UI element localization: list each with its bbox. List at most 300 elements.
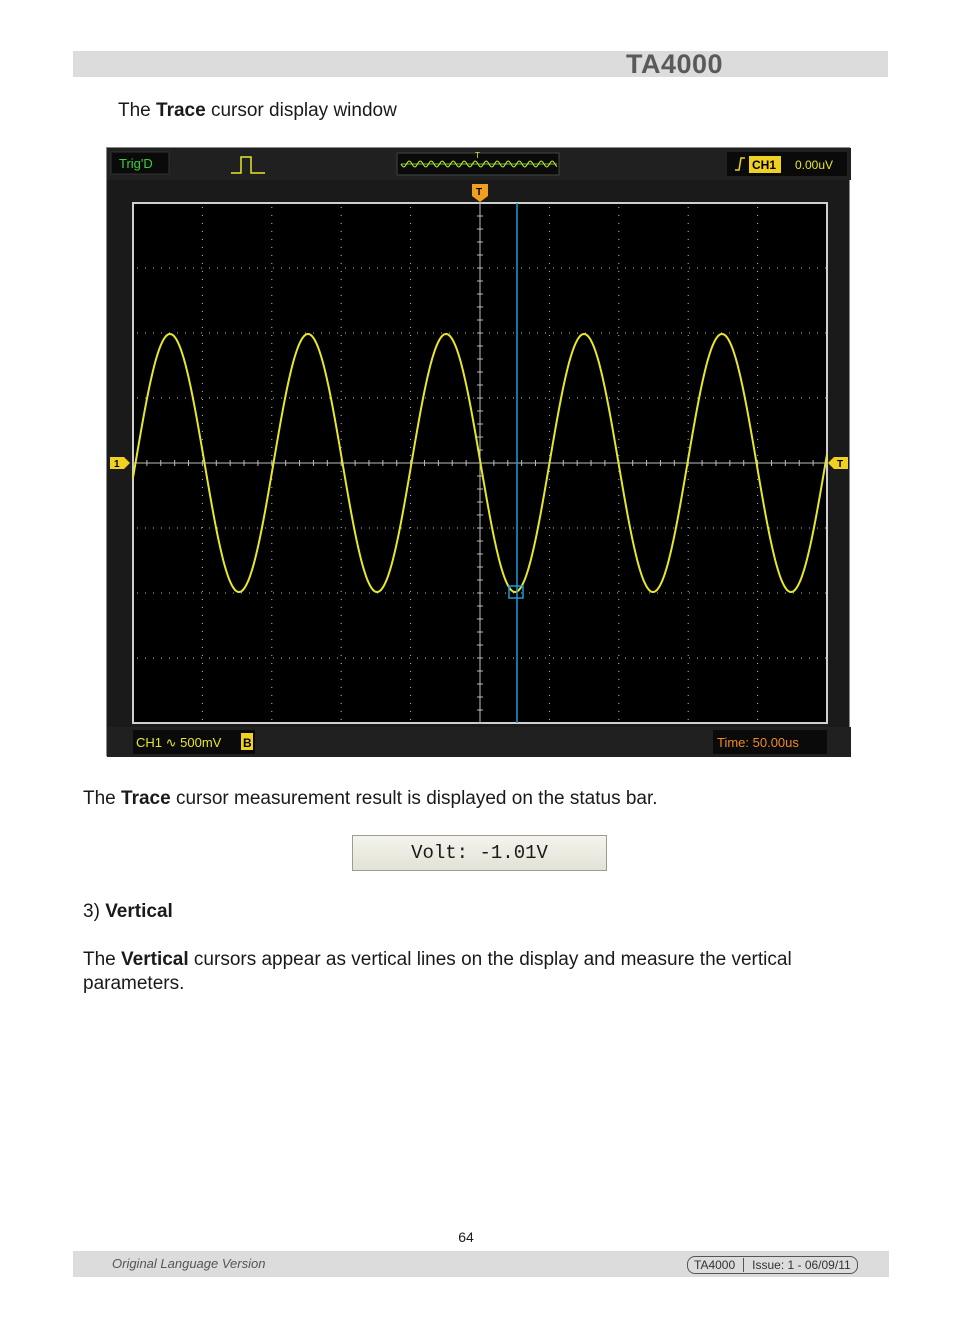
grid-dot — [618, 391, 619, 392]
grid-dot — [549, 719, 550, 720]
grid-dot — [618, 319, 619, 320]
grid-dot — [341, 327, 342, 328]
grid-dot — [549, 375, 550, 376]
grid-dot — [553, 658, 554, 659]
grid-dot — [757, 359, 758, 360]
grid-dot — [271, 319, 272, 320]
header-bar — [73, 51, 888, 77]
grid-dot — [410, 367, 411, 368]
grid-dot — [249, 333, 250, 334]
grid-dot — [410, 327, 411, 328]
grid-dot — [721, 398, 722, 399]
grid-dot — [618, 511, 619, 512]
grid-dot — [449, 528, 450, 529]
grid-dot — [713, 333, 714, 334]
grid-dot — [341, 623, 342, 624]
grid-dot — [393, 658, 394, 659]
grid-dot — [618, 487, 619, 488]
grid-dot — [169, 528, 170, 529]
grid-dot — [737, 398, 738, 399]
grid-dot — [449, 398, 450, 399]
grid-dot — [202, 591, 203, 592]
grid-dot — [377, 658, 378, 659]
grid-dot — [757, 351, 758, 352]
grid-dot — [441, 658, 442, 659]
grid-dot — [271, 247, 272, 248]
grid-dot — [777, 593, 778, 594]
grid-dot — [489, 398, 490, 399]
grid-dot — [425, 398, 426, 399]
grid-dot — [688, 383, 689, 384]
grid-dot — [729, 268, 730, 269]
grid-dot — [609, 333, 610, 334]
grid-dot — [153, 658, 154, 659]
grid-dot — [549, 239, 550, 240]
grid-dot — [673, 268, 674, 269]
grid-dot — [369, 528, 370, 529]
grid-dot — [161, 528, 162, 529]
grid-dot — [265, 398, 266, 399]
grid-dot — [341, 423, 342, 424]
grid-dot — [410, 383, 411, 384]
grid-dot — [609, 268, 610, 269]
grid-dot — [593, 268, 594, 269]
grid-dot — [410, 431, 411, 432]
grid-dot — [202, 679, 203, 680]
grid-dot — [410, 255, 411, 256]
grid-dot — [410, 487, 411, 488]
grid-dot — [757, 255, 758, 256]
grid-dot — [271, 271, 272, 272]
grid-dot — [271, 495, 272, 496]
grid-dot — [697, 398, 698, 399]
grid-dot — [337, 333, 338, 334]
grid-dot — [769, 398, 770, 399]
grid-dot — [688, 247, 689, 248]
grid-dot — [329, 268, 330, 269]
grid-dot — [289, 528, 290, 529]
grid-dot — [618, 439, 619, 440]
grid-dot — [757, 535, 758, 536]
grid-dot — [713, 528, 714, 529]
grid-dot — [553, 398, 554, 399]
grid-dot — [193, 268, 194, 269]
grid-dot — [697, 658, 698, 659]
grid-dot — [549, 679, 550, 680]
grid-dot — [202, 639, 203, 640]
grid-dot — [549, 215, 550, 216]
grid-dot — [761, 658, 762, 659]
grid-dot — [441, 593, 442, 594]
grid-dot — [549, 479, 550, 480]
grid-dot — [241, 658, 242, 659]
grid-dot — [201, 593, 202, 594]
grid-dot — [785, 528, 786, 529]
grid-dot — [257, 658, 258, 659]
grid-dot — [169, 398, 170, 399]
grid-dot — [737, 658, 738, 659]
grid-dot — [341, 695, 342, 696]
grid-dot — [271, 527, 272, 528]
grid-dot — [341, 567, 342, 568]
grid-dot — [688, 479, 689, 480]
grid-dot — [777, 658, 778, 659]
grid-dot — [688, 367, 689, 368]
grid-dot — [473, 333, 474, 334]
grid-dot — [185, 593, 186, 594]
grid-dot — [202, 567, 203, 568]
grid-dot — [688, 615, 689, 616]
grid-dot — [793, 593, 794, 594]
grid-dot — [341, 399, 342, 400]
grid-dot — [549, 431, 550, 432]
grid-dot — [529, 658, 530, 659]
grid-dot — [345, 333, 346, 334]
grid-dot — [785, 593, 786, 594]
grid-dot — [273, 398, 274, 399]
grid-dot — [410, 607, 411, 608]
grid-dot — [497, 593, 498, 594]
grid-dot — [561, 658, 562, 659]
grid-dot — [618, 351, 619, 352]
grid-dot — [473, 593, 474, 594]
grid-dot — [313, 268, 314, 269]
grid-dot — [177, 398, 178, 399]
grid-dot — [753, 398, 754, 399]
grid-dot — [681, 528, 682, 529]
grid-dot — [417, 268, 418, 269]
grid-dot — [271, 679, 272, 680]
grid-dot — [537, 268, 538, 269]
grid-dot — [757, 703, 758, 704]
grid-dot — [688, 407, 689, 408]
grid-dot — [341, 511, 342, 512]
grid-dot — [202, 631, 203, 632]
grid-dot — [585, 268, 586, 269]
grid-dot — [489, 658, 490, 659]
grid-dot — [757, 383, 758, 384]
grid-dot — [153, 398, 154, 399]
grid-dot — [681, 268, 682, 269]
grid-dot — [688, 391, 689, 392]
grid-dot — [271, 695, 272, 696]
grid-dot — [341, 503, 342, 504]
grid-dot — [618, 679, 619, 680]
grid-dot — [757, 511, 758, 512]
grid-dot — [361, 528, 362, 529]
grid-dot — [225, 333, 226, 334]
grid-dot — [549, 335, 550, 336]
grid-dot — [737, 268, 738, 269]
grid-dot — [341, 543, 342, 544]
grid-dot — [271, 431, 272, 432]
grid-dot — [757, 543, 758, 544]
grid-dot — [202, 607, 203, 608]
grid-dot — [202, 519, 203, 520]
grid-dot — [241, 398, 242, 399]
grid-dot — [265, 268, 266, 269]
channel1-ground-marker[interactable] — [110, 457, 130, 469]
grid-dot — [513, 333, 514, 334]
grid-dot — [209, 593, 210, 594]
grid-dot — [761, 333, 762, 334]
grid-dot — [688, 719, 689, 720]
grid-dot — [688, 503, 689, 504]
grid-dot — [425, 268, 426, 269]
grid-dot — [625, 333, 626, 334]
grid-dot — [549, 623, 550, 624]
grid-dot — [497, 333, 498, 334]
grid-dot — [289, 333, 290, 334]
grid-dot — [393, 268, 394, 269]
grid-dot — [801, 528, 802, 529]
grid-dot — [193, 528, 194, 529]
grid-dot — [777, 398, 778, 399]
grid-dot — [665, 268, 666, 269]
grid-dot — [305, 398, 306, 399]
grid-dot — [271, 615, 272, 616]
grid-dot — [369, 333, 370, 334]
grid-dot — [265, 658, 266, 659]
grid-dot — [341, 527, 342, 528]
grid-dot — [785, 333, 786, 334]
grid-dot — [618, 503, 619, 504]
grid-dot — [341, 519, 342, 520]
grid-dot — [410, 271, 411, 272]
grid-dot — [271, 399, 272, 400]
grid-dot — [757, 343, 758, 344]
grid-dot — [341, 495, 342, 496]
grid-dot — [657, 593, 658, 594]
grid-dot — [410, 375, 411, 376]
grid-dot — [549, 575, 550, 576]
grid-dot — [185, 333, 186, 334]
grid-dot — [410, 495, 411, 496]
grid-dot — [345, 593, 346, 594]
grid-dot — [729, 398, 730, 399]
grid-dot — [721, 528, 722, 529]
grid-dot — [169, 268, 170, 269]
grid-dot — [617, 333, 618, 334]
grid-dot — [801, 593, 802, 594]
grid-dot — [441, 333, 442, 334]
grid-dot — [657, 658, 658, 659]
grid-dot — [465, 398, 466, 399]
bandwidth-flag: B — [243, 736, 252, 750]
para1-suffix: cursor measurement result is displayed on the status bar. — [170, 788, 658, 809]
grid-dot — [273, 333, 274, 334]
grid-dot — [549, 327, 550, 328]
grid-dot — [585, 528, 586, 529]
grid-dot — [549, 519, 550, 520]
grid-dot — [271, 415, 272, 416]
memory-trigger-marker: T — [475, 151, 480, 160]
grid-dot — [817, 268, 818, 269]
grid-dot — [271, 487, 272, 488]
grid-dot — [757, 407, 758, 408]
grid-dot — [385, 593, 386, 594]
grid-dot — [145, 658, 146, 659]
grid-dot — [410, 423, 411, 424]
grid-dot — [341, 295, 342, 296]
grid-dot — [202, 335, 203, 336]
grid-dot — [417, 333, 418, 334]
grid-dot — [202, 671, 203, 672]
grid-dot — [665, 398, 666, 399]
grid-dot — [401, 528, 402, 529]
grid-dot — [271, 407, 272, 408]
grid-dot — [689, 658, 690, 659]
grid-dot — [688, 655, 689, 656]
grid-dot — [513, 398, 514, 399]
grid-dot — [618, 495, 619, 496]
grid-dot — [801, 658, 802, 659]
grid-dot — [441, 528, 442, 529]
document-title: TA4000 — [626, 49, 724, 79]
grid-dot — [249, 593, 250, 594]
grid-dot — [241, 528, 242, 529]
grid-dot — [757, 615, 758, 616]
grid-dot — [169, 658, 170, 659]
grid-dot — [757, 551, 758, 552]
grid-dot — [549, 303, 550, 304]
grid-dot — [688, 631, 689, 632]
grid-dot — [377, 333, 378, 334]
grid-dot — [549, 631, 550, 632]
grid-dot — [549, 647, 550, 648]
grid-dot — [410, 671, 411, 672]
grid-dot — [641, 593, 642, 594]
grid-dot — [202, 535, 203, 536]
grid-dot — [618, 671, 619, 672]
grid-dot — [688, 639, 689, 640]
grid-dot — [321, 268, 322, 269]
grid-dot — [505, 528, 506, 529]
grid-dot — [457, 398, 458, 399]
grid-dot — [549, 655, 550, 656]
grid-dot — [273, 658, 274, 659]
grid-dot — [688, 415, 689, 416]
grid-dot — [313, 398, 314, 399]
grid-dot — [202, 223, 203, 224]
grid-dot — [618, 343, 619, 344]
grid-dot — [341, 383, 342, 384]
grid-dot — [353, 333, 354, 334]
grid-dot — [721, 593, 722, 594]
grid-dot — [449, 333, 450, 334]
grid-dot — [145, 528, 146, 529]
grid-dot — [410, 303, 411, 304]
grid-dot — [341, 559, 342, 560]
grid-dot — [353, 398, 354, 399]
grid-dot — [577, 528, 578, 529]
grid-dot — [569, 593, 570, 594]
grid-dot — [757, 223, 758, 224]
grid-dot — [410, 263, 411, 264]
grid-dot — [625, 268, 626, 269]
grid-dot — [618, 295, 619, 296]
grid-dot — [657, 268, 658, 269]
grid-dot — [289, 268, 290, 269]
grid-dot — [688, 575, 689, 576]
grid-dot — [549, 495, 550, 496]
grid-dot — [809, 528, 810, 529]
grid-dot — [618, 647, 619, 648]
grid-dot — [688, 543, 689, 544]
grid-dot — [618, 615, 619, 616]
grid-dot — [225, 658, 226, 659]
grid-dot — [617, 398, 618, 399]
grid-dot — [202, 471, 203, 472]
grid-dot — [617, 528, 618, 529]
grid-dot — [385, 658, 386, 659]
grid-dot — [761, 398, 762, 399]
grid-dot — [409, 658, 410, 659]
grid-dot — [369, 398, 370, 399]
grid-dot — [757, 239, 758, 240]
grid-dot — [202, 231, 203, 232]
grid-dot — [473, 398, 474, 399]
grid-dot — [625, 658, 626, 659]
grid-dot — [433, 593, 434, 594]
grid-dot — [505, 398, 506, 399]
grid-dot — [577, 333, 578, 334]
grid-dot — [665, 593, 666, 594]
grid-dot — [313, 333, 314, 334]
grid-dot — [618, 567, 619, 568]
timebase: Time: 50.00us — [717, 735, 799, 750]
grid-dot — [202, 319, 203, 320]
grid-dot — [549, 255, 550, 256]
grid-dot — [145, 398, 146, 399]
grid-dot — [753, 268, 754, 269]
grid-dot — [225, 398, 226, 399]
grid-dot — [341, 575, 342, 576]
grid-dot — [757, 559, 758, 560]
grid-dot — [688, 351, 689, 352]
grid-dot — [618, 575, 619, 576]
grid-dot — [341, 303, 342, 304]
grid-dot — [202, 655, 203, 656]
grid-dot — [649, 398, 650, 399]
grid-dot — [410, 247, 411, 248]
grid-dot — [353, 593, 354, 594]
grid-dot — [137, 398, 138, 399]
grid-dot — [549, 439, 550, 440]
grid-dot — [153, 593, 154, 594]
grid-dot — [625, 593, 626, 594]
grid-dot — [753, 658, 754, 659]
grid-dot — [271, 303, 272, 304]
grid-dot — [410, 519, 411, 520]
grid-dot — [561, 333, 562, 334]
grid-dot — [705, 528, 706, 529]
grid-dot — [688, 223, 689, 224]
grid-dot — [329, 528, 330, 529]
grid-dot — [433, 333, 434, 334]
grid-dot — [753, 528, 754, 529]
grid-dot — [409, 593, 410, 594]
grid-dot — [549, 695, 550, 696]
grid-dot — [202, 327, 203, 328]
grid-dot — [585, 658, 586, 659]
grid-dot — [618, 695, 619, 696]
intro-prefix: The — [118, 100, 157, 121]
grid-dot — [688, 647, 689, 648]
grid-dot — [549, 543, 550, 544]
grid-dot — [688, 703, 689, 704]
grid-dot — [473, 268, 474, 269]
